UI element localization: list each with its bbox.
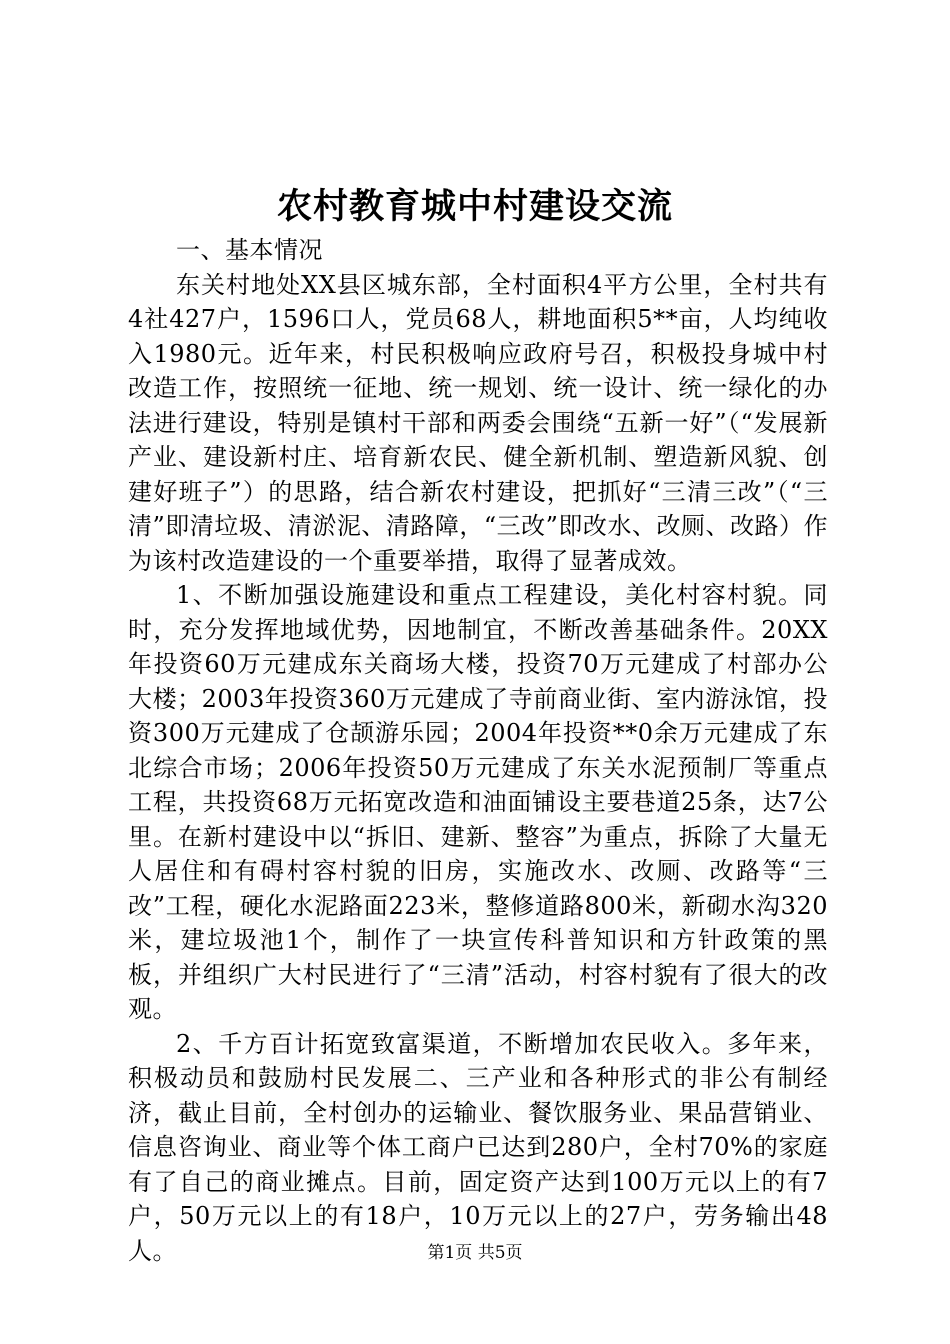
paragraph-infrastructure: 1、不断加强设施建设和重点工程建设，美化村容村貌。同时，充分发挥地域优势，因地制宜，不断改善基础条件。20XX年投资60万元建成东关商场大楼，投资70万元建成了村部办公大楼；2003年投资360万元建成了寺前商业街、室内游泳馆，投资300万元建成了仓颉游乐园；2004年投资**0余万元建成了东北综合市场；2006年投资50万元建成了东关水泥预制厂等重点工程，共投资68万元拓宽改造和油面铺设主要巷道25条，达7公里。在新村建设中以“拆旧、建新、整容”为重点，拆除了大量无人居住和有碍村容村貌的旧房，实施改水、改厕、改路等“三改”工程，硬化水泥路面223米，整修道路800米，新砌水沟320米，建垃圾池1个，制作了一块宣传科普知识和方针政策的黑板，并组织广大村民进行了“三清”活动，村容村貌有了很大的改观。	[128, 581, 828, 1023]
document-title: 农村教育城中村建设交流	[276, 186, 673, 227]
paragraph-overview: 东关村地处XX县区城东部，全村面积4平方公里，全村共有4社427户，1596口人，党员68人，耕地面积5**亩，人均纯收入1980元。近年来，村民积极响应政府号召，积极投身城中村改造工作，按照统一征地、统一规划、统一设计、统一绿化的办法进行建设，特别是镇村干部和两委会围绕“五新一好”（“发展新产业、建设新村庄、培育新农民、健全新机制、塑造新风貌、创建好班子”）的思路，结合新农村建设，把抓好“三清三改”（“三清”即清垃圾、清淤泥、清路障，“三改”即改水、改厕、改路）作为该村改造建设的一个重要举措，取得了显著成效。	[128, 270, 828, 575]
page-number-footer: 第1页 共5页	[427, 1243, 523, 1263]
section-heading-basic-situation: 一、基本情况	[176, 236, 323, 264]
paragraph-income: 2、千方百计拓宽致富渠道，不断增加农民收入。多年来，积极动员和鼓励村民发展二、三产业和各种形式的非公有制经济，截止目前，全村创办的运输业、餐饮服务业、果品营销业、信息咨询业、商业等个体工商户已达到280户，全村70%的家庭有了自己的商业摊点。目前，固定资产达到100万元以上的有7户，50万元以上的有18户，10万元以上的27户，劳务输出48人。	[128, 1029, 828, 1265]
document-body	[128, 233, 828, 1268]
